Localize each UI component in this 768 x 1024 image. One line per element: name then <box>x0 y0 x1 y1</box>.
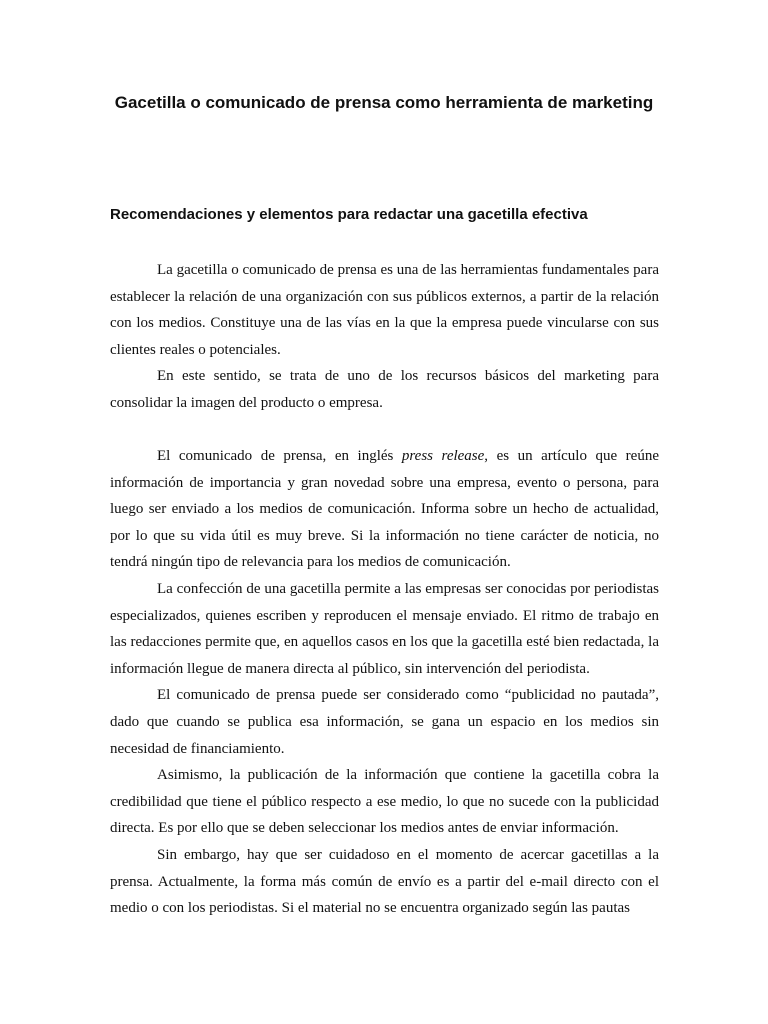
paragraph <box>110 443 659 576</box>
paragraph-text: El comunicado de prensa, en inglés <box>157 448 402 464</box>
document-title: Gacetilla o comunicado de prensa como herramienta de marketing <box>114 93 654 112</box>
paragraph: Asimismo, la publicación de la información que contiene la gacetilla cobra la credibilidad que tiene el público respecto a ese medio, lo que no sucede con la publicidad directa. Es por ello que se deben seleccionar los medios antes de enviar información. <box>110 767 659 837</box>
document-subtitle: Recomendaciones y elementos para redactar una gacetilla efectiva <box>110 206 588 223</box>
paragraph: Sin embargo, hay que ser cuidadoso en el momento de acercar gacetillas a la prensa. Actualmente, la forma más común de envío es a partir del e-mail directo con el medio o con los periodistas. Si el material no se encuentra organizado según las pautas <box>110 846 659 917</box>
paragraph: La gacetilla o comunicado de prensa es una de las herramientas fundamentales para establecer la relación de una organización con sus públicos externos, a partir de la relación con los medios. Constituye una de las vías en la que la empresa puede vincularse con sus clientes reales o potenciales. <box>110 262 659 358</box>
paragraph-text: , es un artículo que reúne información de importancia y gran novedad sobre una empresa, evento o persona, para luego ser enviado a los medios de comunicación. Informa sobre un hecho de actualidad, por lo que su vida útil es muy breve. Si la información no tiene carácter de noticia, no tendrá ningún tipo de relevancia para los medios de comunicación. <box>110 448 659 571</box>
paragraph: El comunicado de prensa puede ser considerado como “publicidad no pautada”, dado que cuando se publica esa información, se gana un espacio en los medios sin necesidad de financiamiento. <box>110 687 659 757</box>
paragraph: La confección de una gacetilla permite a las empresas ser conocidas por periodistas especializados, quienes escriben y reproducen el mensaje enviado. El ritmo de trabajo en las redacciones permite que, en aquellos casos en los que la gacetilla esté bien redactada, la información llegue de manera directa al público, sin intervención del periodista. <box>110 580 659 677</box>
paragraph: En este sentido, se trata de uno de los recursos básicos del marketing para consolidar la imagen del producto o empresa. <box>110 368 659 411</box>
intro-section <box>110 257 659 417</box>
italic-term: press release <box>401 448 485 464</box>
press-release-section <box>110 443 659 922</box>
